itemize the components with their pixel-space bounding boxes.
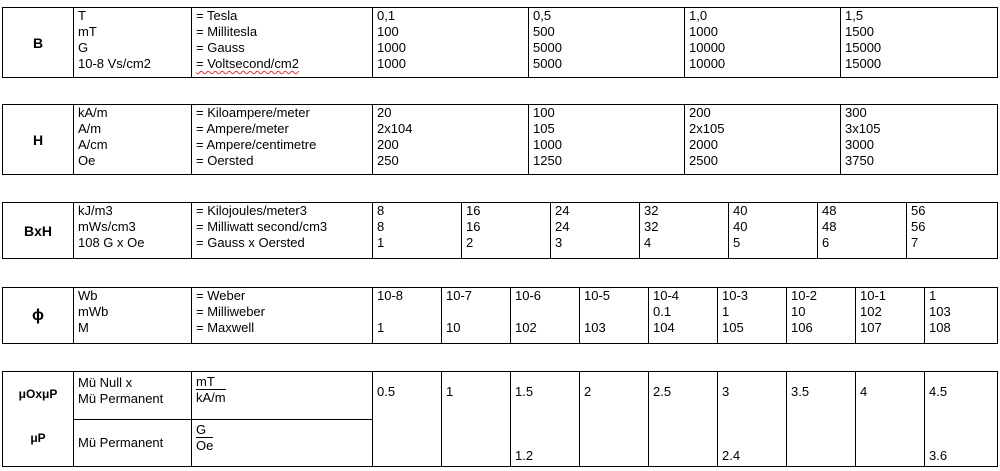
unit: kA/m xyxy=(78,105,108,120)
mu-col-6: 3 2.4 xyxy=(718,372,787,467)
b-units xyxy=(74,8,192,78)
unit: A/cm xyxy=(78,137,108,152)
symbol-b: B xyxy=(3,8,74,78)
symbol-h: H xyxy=(3,105,74,175)
unit-name: = Gauss x Oersted xyxy=(196,235,305,250)
unit: mWs/cm3 xyxy=(78,219,136,234)
mu-col-2: 1 xyxy=(442,372,511,467)
unit-name: = Voltsecond/cm2 xyxy=(196,56,299,71)
mu-col-7: 3.5 xyxy=(787,372,856,467)
mu-col-8: 4 xyxy=(856,372,925,467)
phi-col-7: 10-2 10 106 xyxy=(787,288,856,344)
mu-col-1: 0.5 xyxy=(373,372,442,467)
unit: Wb xyxy=(78,288,98,303)
b-col-3: 1,0 1000 10000 10000 xyxy=(685,8,841,78)
h-col-4: 300 3x105 3000 3750 xyxy=(841,105,998,175)
unit: M xyxy=(78,320,89,335)
h-names xyxy=(192,105,373,175)
h-units xyxy=(74,105,192,175)
bxh-col-3: 24 24 3 xyxy=(551,203,640,259)
b-col-2: 0,5 500 5000 5000 xyxy=(529,8,685,78)
unit-name: = Oersted xyxy=(196,153,254,168)
unit-name: = Tesla xyxy=(196,8,238,23)
unit: mWb xyxy=(78,304,109,319)
b-col-1: 0,1 100 1000 1000 xyxy=(373,8,529,78)
symbol-phi: ϕ xyxy=(3,288,74,344)
table-bxh xyxy=(2,202,998,259)
mup-unit: $\frac{G}{Oe}$ xyxy=(192,420,373,467)
mu0-unit: $\frac{mT}{kA/m}$ xyxy=(192,372,373,420)
unit: 10-8 Vs/cm2 xyxy=(78,56,151,71)
table-b xyxy=(2,7,998,78)
bxh-units xyxy=(74,203,192,259)
mu-col-9: 4.5 3.6 xyxy=(925,372,998,467)
b-names xyxy=(192,8,373,78)
unit: Oe xyxy=(78,153,96,168)
phi-col-5: 10-4 0.1 104 xyxy=(649,288,718,344)
phi-col-3: 10-6 102 xyxy=(511,288,580,344)
phi-col-6: 10-3 1 105 xyxy=(718,288,787,344)
h-col-1: 20 2x104 200 250 xyxy=(373,105,529,175)
mup-label: Mü Permanent xyxy=(74,420,192,467)
table-h xyxy=(2,104,998,175)
unit-name: = Milliweber xyxy=(196,304,265,319)
symbol-mup: μP xyxy=(30,431,46,445)
bxh-col-5: 40 40 5 xyxy=(729,203,818,259)
phi-col-9: 1 103 108 xyxy=(925,288,998,344)
unit-name: = Ampere/centimetre xyxy=(196,137,317,152)
phi-col-4: 10-5 103 xyxy=(580,288,649,344)
h-col-2: 100 105 1000 1250 xyxy=(529,105,685,175)
b-col-4: 1,5 1500 15000 15000 xyxy=(841,8,998,78)
unit: 108 G x Oe xyxy=(78,235,145,250)
symbol-bxh: BxH xyxy=(3,203,74,259)
symbol-mu0-mup: μOxμP xyxy=(18,387,58,401)
mu-col-3: 1.5 1.2 xyxy=(511,372,580,467)
unit-name: = Milliwatt second/cm3 xyxy=(196,219,328,234)
mu-col-4: 2 xyxy=(580,372,649,467)
unit-name: = Kilojoules/meter3 xyxy=(196,203,307,218)
unit-name: = Weber xyxy=(196,288,246,303)
table-mu xyxy=(2,371,998,467)
phi-col-8: 10-1 102 107 xyxy=(856,288,925,344)
bxh-names xyxy=(192,203,373,259)
unit-name: = Gauss xyxy=(196,40,245,55)
unit: mT xyxy=(78,24,97,39)
unit-name: = Maxwell xyxy=(196,320,255,335)
phi-col-2: 10-7 10 xyxy=(442,288,511,344)
unit-name: = Ampere/meter xyxy=(196,121,289,136)
bxh-col-2: 16 16 2 xyxy=(462,203,551,259)
unit: T xyxy=(78,8,86,23)
bxh-col-4: 32 32 4 xyxy=(640,203,729,259)
bxh-col-1: 8 8 1 xyxy=(373,203,462,259)
phi-col-1: 10-8 1 xyxy=(373,288,442,344)
h-col-3: 200 2x105 2000 2500 xyxy=(685,105,841,175)
unit-name: = Millitesla xyxy=(196,24,258,39)
unit-name: = Kiloampere/meter xyxy=(196,105,310,120)
bxh-col-6: 48 48 6 xyxy=(818,203,907,259)
bxh-col-7: 56 56 7 xyxy=(907,203,998,259)
unit: kJ/m3 xyxy=(78,203,113,218)
table-phi xyxy=(2,287,998,344)
mu-col-5: 2.5 xyxy=(649,372,718,467)
phi-units xyxy=(74,288,192,344)
mu0-label: Mü Null x Mü Permanent xyxy=(74,372,192,420)
mu-symbols xyxy=(3,372,74,467)
unit: G xyxy=(78,40,89,55)
phi-names xyxy=(192,288,373,344)
unit: A/m xyxy=(78,121,102,136)
